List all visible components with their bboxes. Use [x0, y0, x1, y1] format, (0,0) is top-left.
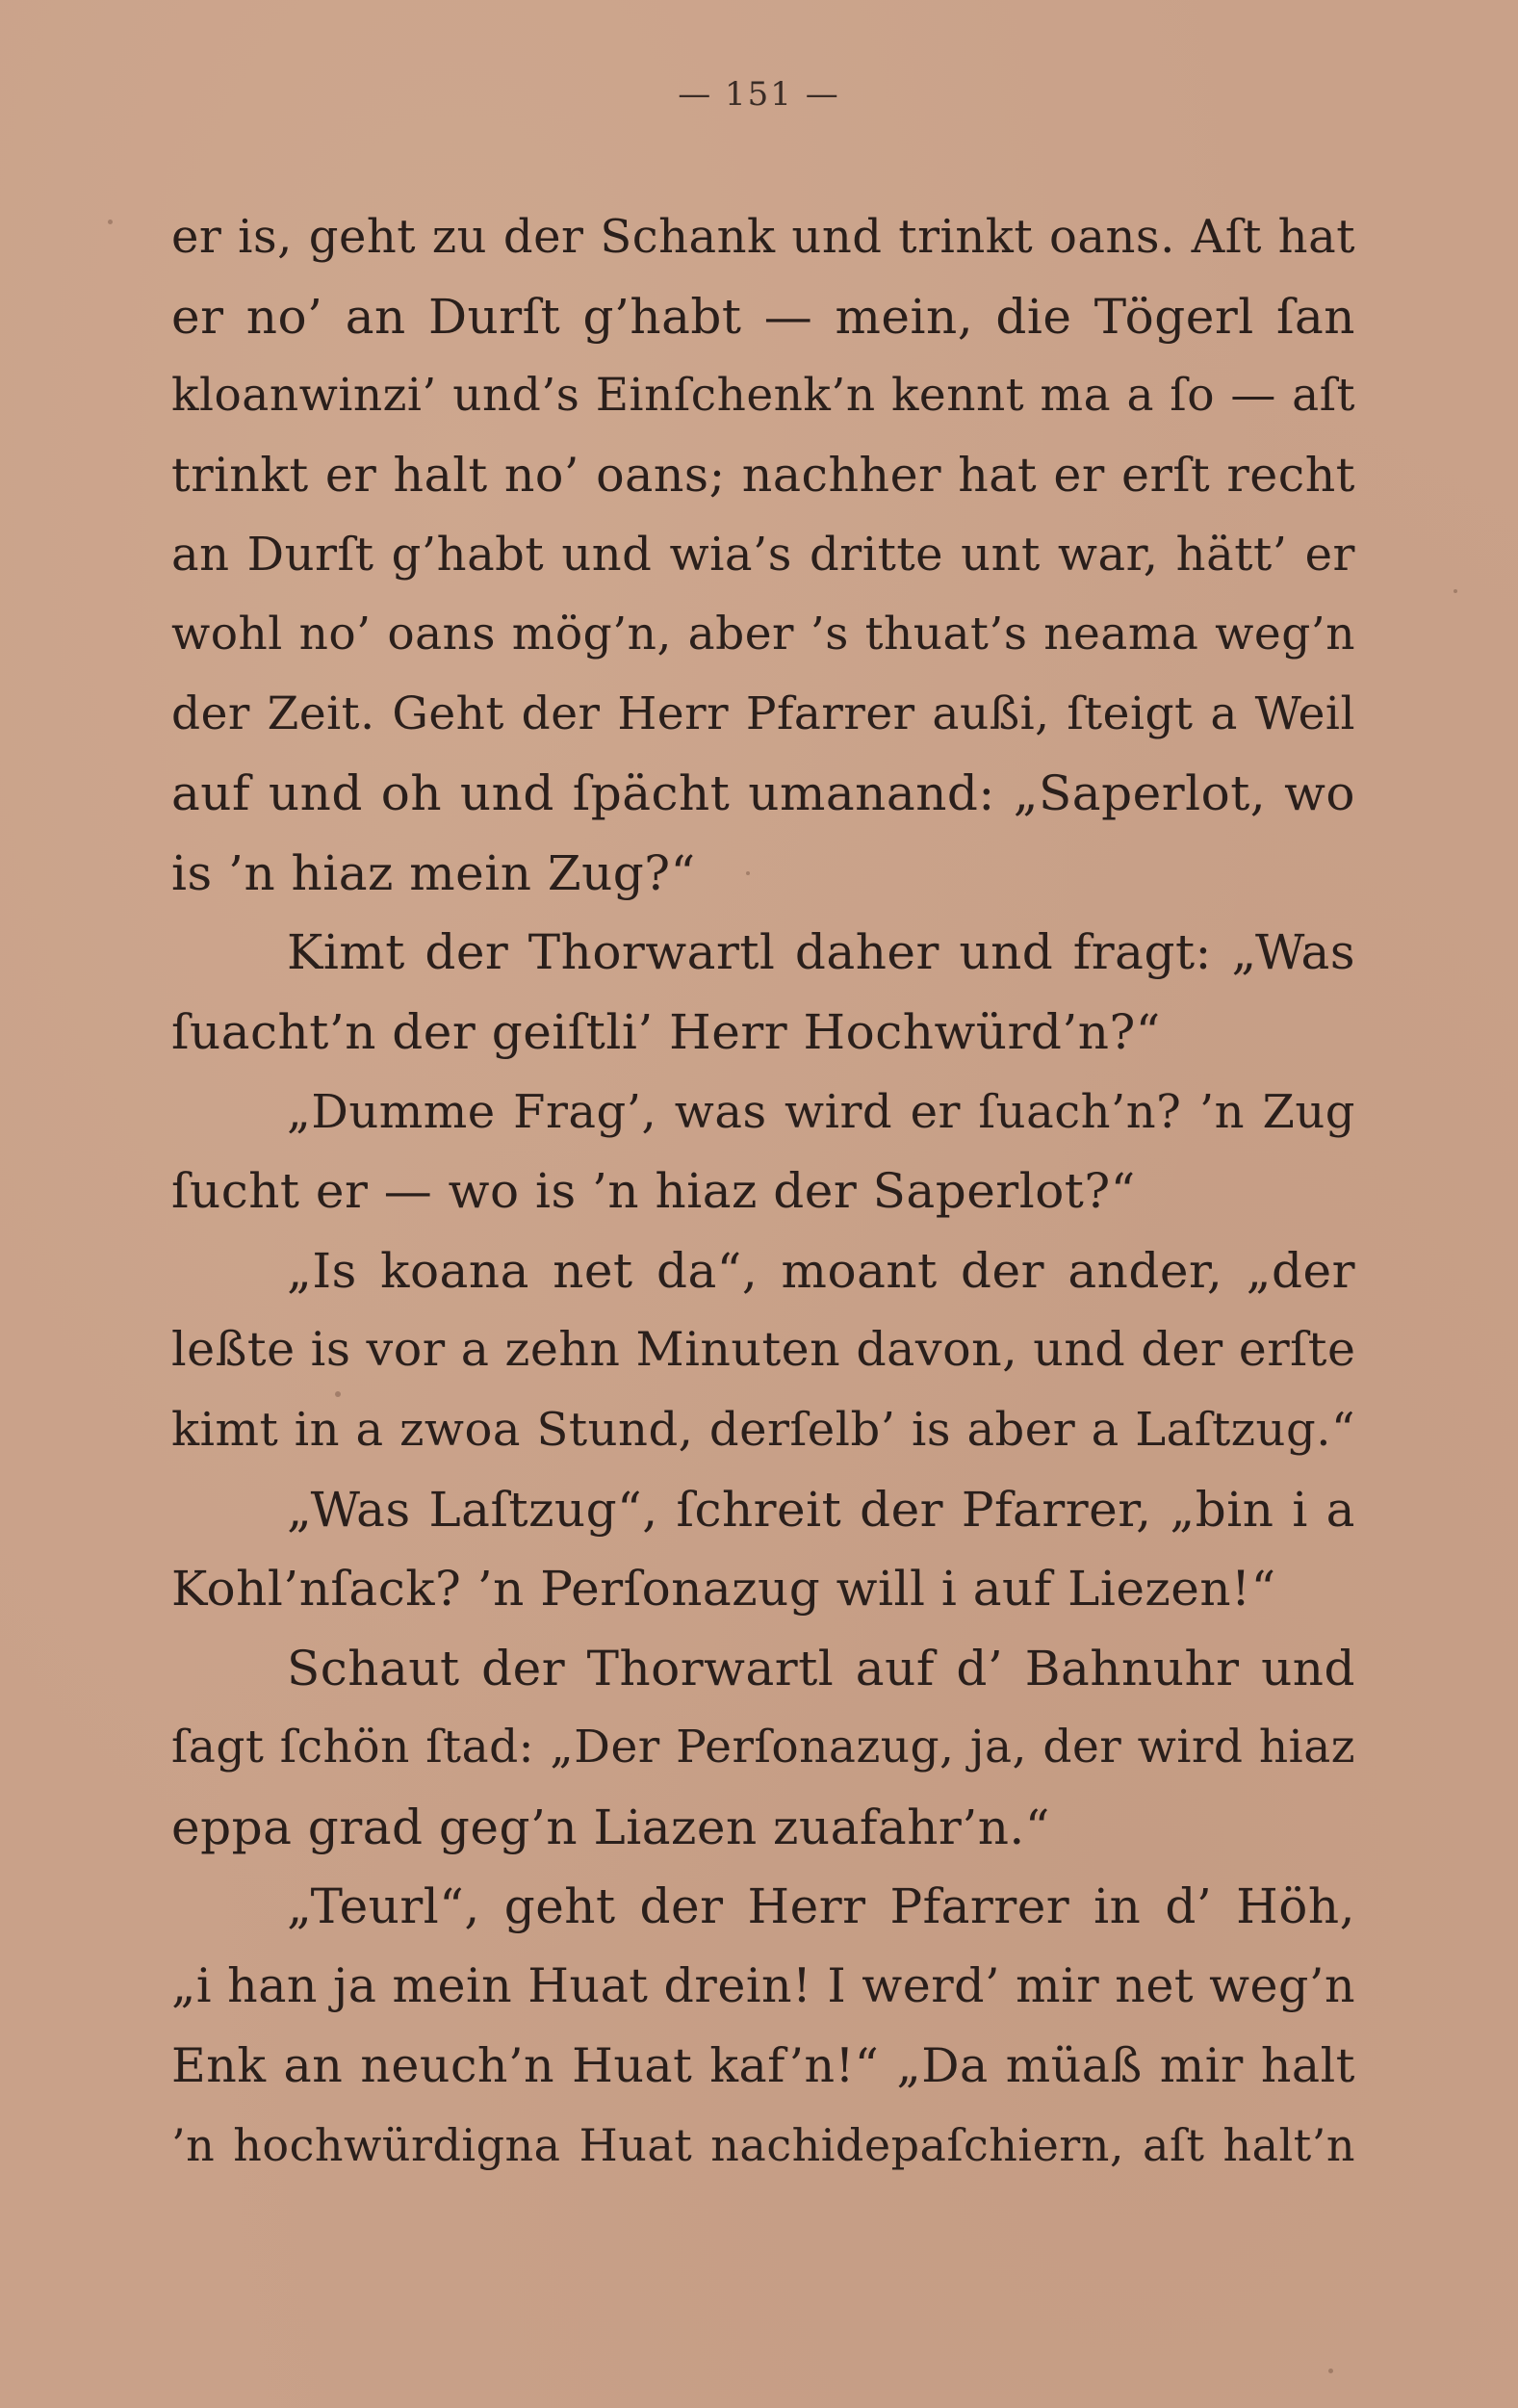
- text-line: „Dumme Frag’, was wird er ſuach’n? ’n Zug: [287, 1084, 1355, 1139]
- page-number: — 151 —: [678, 75, 840, 114]
- text-line: eppa grad geg’n Liazen zuafahr’n.“: [171, 1799, 1050, 1855]
- text-line: Schaut der Thorwartl auf d’ Bahnuhr und: [287, 1640, 1355, 1696]
- text-line: ſuacht’n der geiſtli’ Herr Hochwürd’n?“: [171, 1003, 1161, 1060]
- text-line: Enk an neuch’n Huat kaf’n!“ „Da müaß mir halt: [171, 2037, 1355, 2093]
- text-line: „Teurl“, geht der Herr Pfarrer in d’ Höh,: [287, 1878, 1355, 1935]
- text-line: kloanwinzi’ und’s Einſchenk’n kennt ma a ſo — aſt: [171, 369, 1355, 423]
- text-line: kimt in a zwoa Stund, derſelb’ is aber a Laſtzug.“: [171, 1402, 1355, 1457]
- text-line: ſagt ſchön ſtad: „Der Perſonazug, ja, der wird hiaz: [171, 1721, 1355, 1774]
- text-line: auf und oh und ſpächt umanand: „Saperlot, wo: [171, 765, 1355, 822]
- text-line: ’n hochwürdigna Huat nachidepaſchiern, aſt halt’n: [171, 2119, 1355, 2172]
- paper-speck: [746, 871, 750, 875]
- text-line: er is, geht zu der Schank und trinkt oans. Aſt hat: [171, 210, 1355, 264]
- text-line: ſucht er — wo is ’n hiaz der Saperlot?“: [171, 1163, 1136, 1220]
- text-line: wohl no’ oans mög’n, aber ’s thuat’s neama weg’n: [171, 607, 1355, 660]
- body-text: [171, 197, 1355, 2186]
- text-line: an Durſt g’habt und wia’s dritte unt war, hätt’ er: [171, 528, 1355, 583]
- paper-speck: [1454, 589, 1457, 593]
- text-line: Kimt der Thorwartl daher und fragt: „Was: [287, 924, 1355, 981]
- paper-speck: [1328, 2369, 1333, 2373]
- text-line: leßte is vor a zehn Minuten davon, und der erſte: [171, 1322, 1355, 1378]
- text-line: trinkt er halt no’ oans; nachher hat er erſt recht: [171, 447, 1355, 503]
- paper-speck: [108, 220, 113, 224]
- text-line: is ’n hiaz mein Zug?“: [171, 844, 696, 901]
- paper-speck: [335, 1391, 341, 1397]
- text-line: „Was Laſtzug“, ſchreit der Pfarrer, „bin i a: [287, 1481, 1355, 1538]
- text-line: „i han ja mein Huat drein! I werd’ mir net weg’n: [171, 1958, 1355, 2014]
- text-line: er no’ an Durſt g’habt — mein, die Tögerl ſan: [171, 288, 1355, 345]
- text-line: Kohl’nſack? ’n Perſonazug will i auf Liezen!“: [171, 1561, 1276, 1618]
- text-line: der Zeit. Geht der Herr Pfarrer außi, ſteigt a Weil: [171, 686, 1355, 740]
- text-line: „Is koana net da“, moant der ander, „der: [287, 1242, 1355, 1299]
